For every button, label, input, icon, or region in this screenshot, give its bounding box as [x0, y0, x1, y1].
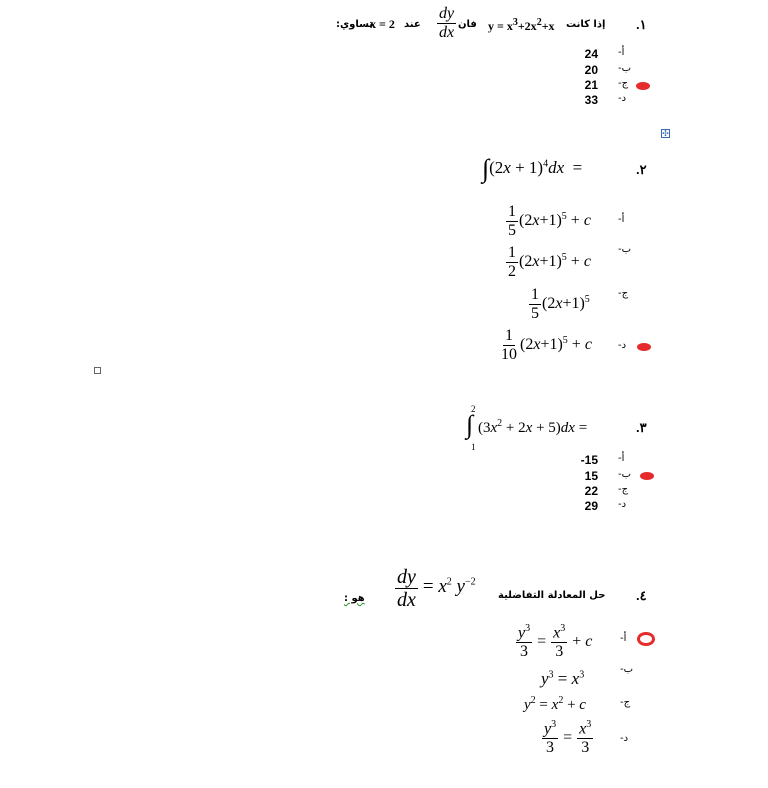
q1-option-value: 24 [584, 47, 598, 61]
q3-option-label[interactable]: ب- [618, 469, 632, 480]
q2-number: .٢ [636, 162, 647, 177]
answer-mark-icon [640, 472, 654, 480]
q2-option-expr: $\frac{1}{10}$ $(2x+1)^5 + c$ [501, 327, 592, 363]
q2-option-label[interactable]: د- [618, 340, 627, 351]
q2-integral: $\int(2x + 1)^4dx$ = [482, 154, 583, 183]
q1-option-label[interactable]: ج- [618, 78, 629, 89]
q1-option-value: 20 [584, 63, 598, 77]
q1-option-label[interactable]: ب- [618, 63, 632, 74]
answer-mark-icon [637, 632, 655, 646]
table-move-handle-icon[interactable]: ✣ [662, 129, 669, 138]
q4-equation: $\frac{dy}{dx}$ = $x^2$ $y^{-2}$ [397, 566, 476, 611]
q1-number: .١ [636, 17, 647, 32]
q1-at: عند [404, 19, 421, 30]
q1-then: فان [458, 19, 477, 30]
q4-option-expr: $\frac{y^3}{3}$ = $\frac{x^3}{3}$ + c [518, 623, 593, 661]
q1-option-label[interactable]: أ- [618, 47, 625, 58]
q4-option-expr: $\frac{y^3}{3}$ = $\frac{x^3}{3}$ [544, 719, 592, 757]
q1-option-value: 33 [584, 93, 598, 107]
q4-option-expr: $y^3 = x^3$ [541, 669, 585, 688]
q4-option-label[interactable]: ج- [620, 697, 631, 708]
q1-option-label[interactable]: د- [618, 93, 627, 104]
q4-is: هو : [344, 593, 365, 604]
q4-option-label[interactable]: ب- [620, 664, 634, 675]
q3-lower-limit: 1 [471, 442, 476, 452]
q2-option-expr: $\frac{1}{2}$ $(2x+1)^5 + c$ [508, 244, 591, 280]
q3-upper-limit: 2 [471, 404, 476, 414]
q1-function: $y = x^3+2x^2+x$ [488, 17, 555, 33]
q4-option-label[interactable]: د- [620, 733, 629, 744]
q1-option-value: 21 [584, 78, 598, 92]
answer-mark-icon [636, 82, 650, 90]
q3-option-label[interactable]: أ- [618, 453, 625, 464]
q1-intro: إذا كانت [566, 19, 606, 30]
q2-option-expr: $\frac{1}{5}$ $(2x+1)^5$ [531, 286, 590, 322]
q4-option-label[interactable]: أ- [620, 633, 627, 644]
q1-derivative: $\frac{dy}{dx}$ [439, 5, 455, 41]
q3-option-value: 15 [584, 469, 598, 483]
q3-number: .٣ [636, 420, 647, 435]
q3-option-label[interactable]: د- [618, 499, 627, 510]
answer-mark-icon [637, 343, 651, 351]
q2-option-expr: $\frac{1}{5}$ $(2x+1)^5 + c$ [508, 203, 591, 239]
q4-number: .٤ [636, 588, 647, 603]
q4-option-expr: $y^2 = x^2 + c$ [524, 695, 586, 713]
q1-point: x = 2 [370, 17, 395, 31]
q2-option-label[interactable]: ج- [618, 288, 629, 299]
q3-option-value: 22 [584, 484, 598, 498]
q1-equals: تساوي: [336, 19, 374, 30]
q3-option-label[interactable]: ج- [618, 484, 629, 495]
q4-title: حل المعادلة التفاضلية [498, 590, 606, 601]
q2-option-label[interactable]: ب- [618, 244, 632, 255]
q3-option-value: -15 [580, 453, 598, 467]
anchor-box-icon [94, 367, 101, 374]
q2-option-label[interactable]: أ- [618, 214, 625, 225]
q3-option-value: 29 [584, 499, 598, 513]
